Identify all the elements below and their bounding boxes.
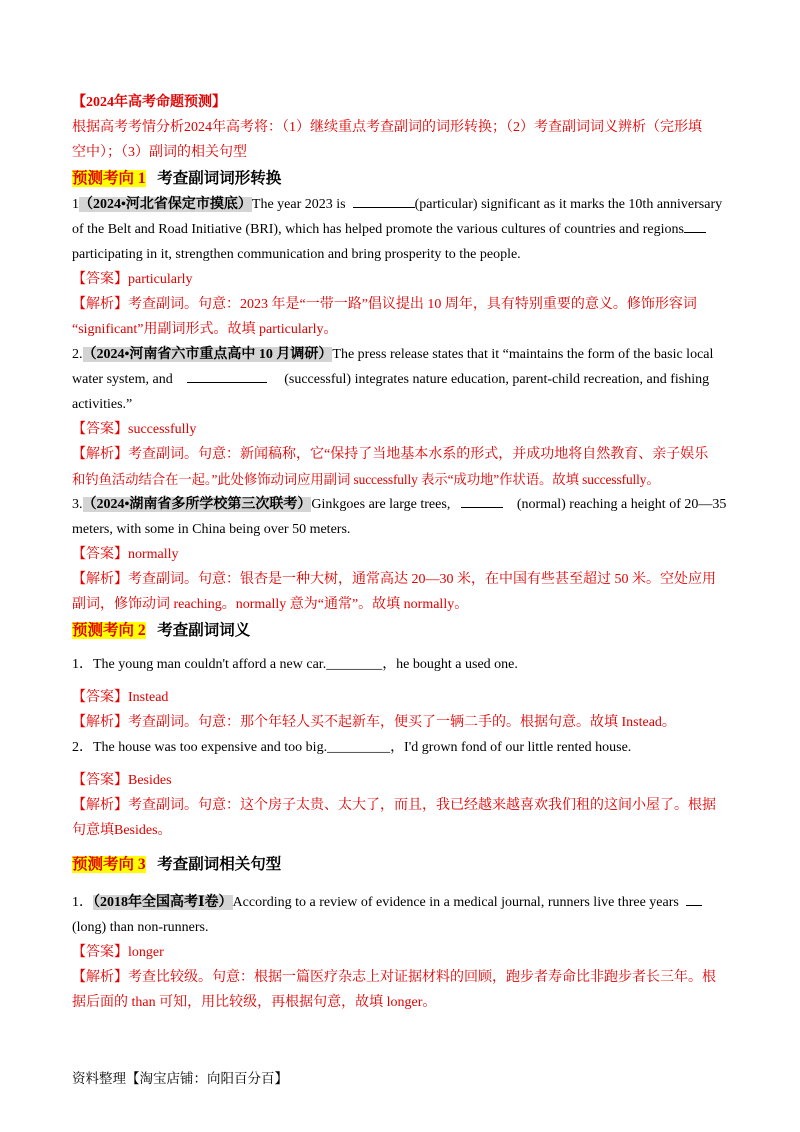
question-4-analysis-line-1 [72,710,728,735]
section-1-heading [72,165,728,192]
question-5-blank[interactable]: _________ [327,740,391,755]
analysis-text: 考查副词。句意：银杏是一种大树，通常高达 20—30 米，在中国有些甚至超过 50 米。空处应用 [128,572,716,587]
prediction-body-line-2: 空中）；（3）副词的相关句型 [72,145,247,160]
answer-label: 【答案】 [72,773,128,788]
question-4-blank[interactable]: ________ [326,657,383,672]
question-1-line-1 [72,192,728,217]
question-3-text-b: (normal) reaching a height of 20—35 [516,497,727,512]
question-6-line-1 [72,890,728,915]
analysis-text: 考查副词。句意：2023 年是“一带一路”倡议提出 10 周年，具有特别重要的意义。修饰形容词 [128,297,697,312]
question-2-blank[interactable] [187,368,267,383]
question-1-line-2-text: of the Belt and Road Initiative (BRI), which has helped promote the various cultures of countries and regions [72,222,684,237]
section-3-title: 考查副词相关句型 [157,856,282,873]
question-5-answer [72,768,728,793]
question-4-text-b: ，he bought a used one. [382,657,518,672]
prediction-title: 【2024年高考命题预测】 [72,95,226,110]
question-5-number: 2． [72,740,93,755]
analysis-text: 考查副词。句意：新闻稿称，它“保持了当地基本水系的形式，并成功地将自然教育、亲子娱乐 [128,447,709,462]
question-1-answer [72,267,728,292]
question-1-source: （2024•河北省保定市摸底） [79,197,252,212]
answer-value: particularly [128,272,193,287]
question-5-line-1 [72,735,728,760]
question-1-analysis-line-1 [72,292,728,317]
question-6-blank[interactable] [686,891,702,906]
analysis-label: 【解析】 [72,798,128,813]
analysis-label: 【解析】 [72,572,128,587]
question-1-analysis-line-2: “significant”用副词形式。故填 particularly。 [72,322,338,337]
question-2-line-1 [72,342,728,367]
answer-value: longer [128,945,164,960]
question-2-number: 2. [72,347,83,362]
question-3-blank[interactable] [461,493,503,508]
analysis-label: 【解析】 [72,447,128,462]
question-2-line-2-a: water system, and [72,372,173,387]
question-6-line-2: (long) than non-runners. [72,920,209,935]
question-6-answer [72,940,728,965]
question-4-answer [72,685,728,710]
answer-value: Besides [128,773,172,788]
document-page [72,90,728,1015]
question-2-source: （2024•河南省六市重点高中 10 月调研） [82,347,333,362]
question-1-extra-blank [684,218,706,233]
analysis-text: 考查副词。句意：那个年轻人买不起新车，便买了一辆二手的。根据句意。故填 Instead。 [128,715,676,730]
analysis-label: 【解析】 [72,715,128,730]
question-5-text-b: ，I'd grown fond of our little rented house. [390,740,632,755]
section-3-heading [72,851,728,878]
question-1-line-2 [72,217,728,242]
analysis-label: 【解析】 [72,297,128,312]
question-1-line-3: participating in it, strengthen communication and bring prosperity to the people. [72,247,521,262]
answer-value: normally [128,547,179,562]
question-3-answer [72,542,728,567]
question-2-analysis-line-1 [72,442,728,467]
question-1-blank[interactable] [353,193,415,208]
analysis-label: 【解析】 [72,970,128,985]
section-2-title: 考查副词词义 [157,622,251,639]
question-3-analysis-line-1 [72,567,728,592]
analysis-text: 考查比较级。句意：根据一篇医疗杂志上对证据材料的回顾，跑步者寿命比非跑步者长三年。根 [128,970,716,985]
question-5-text-a: The house was too expensive and too big. [93,740,328,755]
question-2-answer [72,417,728,442]
question-4-line-1 [72,652,728,677]
question-2-analysis-line-2: 和钓鱼活动结合在一起。”此处修饰动词应用副词 successfully 表示“成功地”作状语。故填 successfully。 [72,472,660,487]
answer-label: 【答案】 [72,690,128,705]
question-3-line-1 [72,492,728,517]
section-1-label: 预测考向 1 [72,170,146,187]
analysis-text: 考查副词。句意：这个房子太贵、太大了，而且，我已经越来越喜欢我们租的这间小屋了。根据 [128,798,716,813]
question-1-text-b: (particular) significant as it marks the 10th anniversary [414,197,723,212]
question-2-text-a: The press release states that it “maintains the form of the basic local [332,347,714,362]
answer-label: 【答案】 [72,547,128,562]
question-5-analysis-line-2: 句意填Besides。 [72,823,172,838]
question-1-number: 1 [72,197,79,212]
section-3-label: 预测考向 3 [72,856,146,873]
answer-label: 【答案】 [72,272,128,287]
question-6-analysis-line-2: 据后面的 than 可知，用比较级，再根据句意，故填 longer。 [72,995,437,1010]
question-1-text-a: The year 2023 is [251,197,346,212]
question-3-number: 3. [72,497,83,512]
section-2-label: 预测考向 2 [72,622,146,639]
question-6-number: 1． [72,895,93,910]
question-4-text-a: The young man couldn't afford a new car. [93,657,327,672]
answer-value: successfully [128,422,197,437]
question-6-source: （2018年全国高考Ⅰ卷） [93,895,233,910]
question-2-line-2 [72,367,728,392]
question-5-analysis-line-1 [72,793,728,818]
page-footer: 资料整理【淘宝店铺：向阳百分百】 [72,1071,288,1086]
question-6-text-a: According to a review of evidence in a medical journal, runners live three years [232,895,679,910]
prediction-body-line-1: 根据高考考情分析2024年高考将：（1）继续重点考查副词的词形转换；（2）考查副词词义辨析（完形填 [72,120,702,135]
question-3-analysis-line-2: 副词，修饰动词 reaching。normally 意为“通常”。故填 normally。 [72,597,469,612]
question-3-text-a: Ginkgoes are large trees, [311,497,451,512]
question-3-source: （2024•湖南省多所学校第三次联考） [82,497,312,512]
question-4-number: 1． [72,657,93,672]
question-3-line-2: meters, with some in China being over 50 meters. [72,522,351,537]
section-1-title: 考查副词词形转换 [157,170,282,187]
answer-label: 【答案】 [72,422,128,437]
question-2-line-2-b: (successful) integrates nature education, parent-child recreation, and fishing [284,372,710,387]
section-2-heading [72,617,728,644]
answer-value: Instead [128,690,169,705]
question-6-analysis-line-1 [72,965,728,990]
answer-label: 【答案】 [72,945,128,960]
question-2-line-3: activities.” [72,397,133,412]
